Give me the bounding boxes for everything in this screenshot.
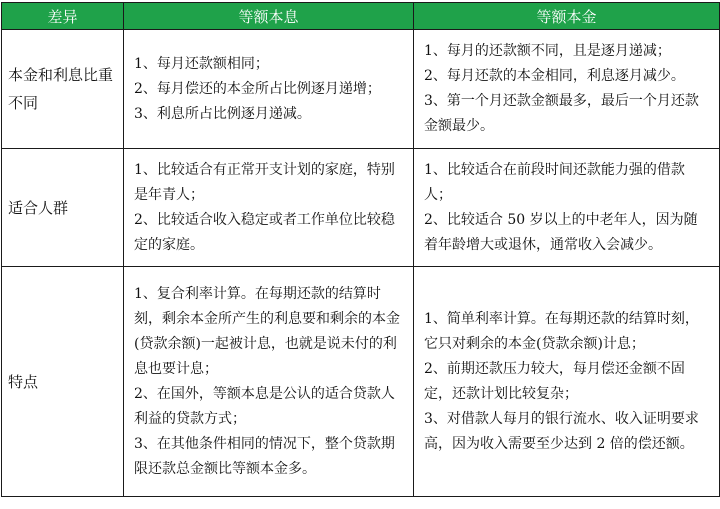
header-row bbox=[2, 3, 720, 30]
cell-line: 1、每月还款额相同； bbox=[134, 55, 269, 72]
header-equal-principal: 等额本金 bbox=[414, 3, 720, 30]
table-row-features bbox=[2, 267, 720, 497]
header-difference: 差异 bbox=[2, 3, 124, 30]
cell-line: 2、前期还款压力较大，每月偿还金额不固定，还款计划比较复杂； bbox=[424, 360, 685, 402]
cell-line: 2、比较适合收入稳定或者工作单位比较稳定的家庭。 bbox=[134, 211, 395, 253]
cell-line: 2、每月偿还的本金所占比例逐月递增； bbox=[134, 80, 381, 97]
row-label: 特点 bbox=[2, 267, 124, 497]
cell-line: 3、对借款人每月的银行流水、收入证明要求高，因为收入需要至少达到 2 倍的偿还额。 bbox=[424, 410, 699, 452]
comparison-table bbox=[1, 2, 720, 497]
row-label: 适合人群 bbox=[2, 149, 124, 267]
cell-line: 3、第一个月还款金额最多，最后一个月还款金额最少。 bbox=[424, 93, 699, 134]
table-row-suitable-people bbox=[2, 149, 720, 267]
cell-line: 1、复合利率计算。在每期还款的结算时刻，剩余本金所产生的利息要和剩余的本金(贷款余额)一起被计息，也就是说未付的利息也要计息； bbox=[134, 285, 400, 377]
table-row-principal-interest-ratio bbox=[2, 30, 720, 149]
cell-line: 2、每月还款的本金相同，利息逐月减少。 bbox=[424, 68, 685, 84]
equal-installment-cell bbox=[124, 267, 414, 497]
cell-line: 3、利息所占比例逐月递减。 bbox=[134, 105, 311, 122]
table-header bbox=[2, 3, 720, 30]
cell-line: 3、在其他条件相同的情况下，整个贷款期限还款总金额比等额本金多。 bbox=[134, 435, 395, 477]
equal-principal-cell bbox=[414, 149, 720, 267]
cell-line: 1、比较适合有正常开支计划的家庭，特别是年青人； bbox=[134, 161, 395, 203]
cell-line: 2、比较适合 50 岁以上的中老年人，因为随着年龄增大或退休，通常收入会减少。 bbox=[424, 211, 698, 253]
equal-principal-cell bbox=[414, 267, 720, 497]
equal-installment-cell bbox=[124, 149, 414, 267]
cell-line: 1、比较适合在前段时间还款能力强的借款人； bbox=[424, 161, 685, 203]
cell-line: 1、简单利率计算。在每期还款的结算时刻，它只对剩余的本金(贷款余额)计息； bbox=[424, 310, 699, 352]
row-label: 本金和利息比重不同 bbox=[2, 30, 124, 149]
cell-line: 2、在国外，等额本息是公认的适合贷款人利益的贷款方式； bbox=[134, 385, 395, 427]
header-equal-installment: 等额本息 bbox=[124, 3, 414, 30]
equal-installment-cell bbox=[124, 30, 414, 149]
cell-line: 1、每月的还款额不同，且是逐月递减； bbox=[424, 43, 671, 59]
equal-principal-cell bbox=[414, 30, 720, 149]
